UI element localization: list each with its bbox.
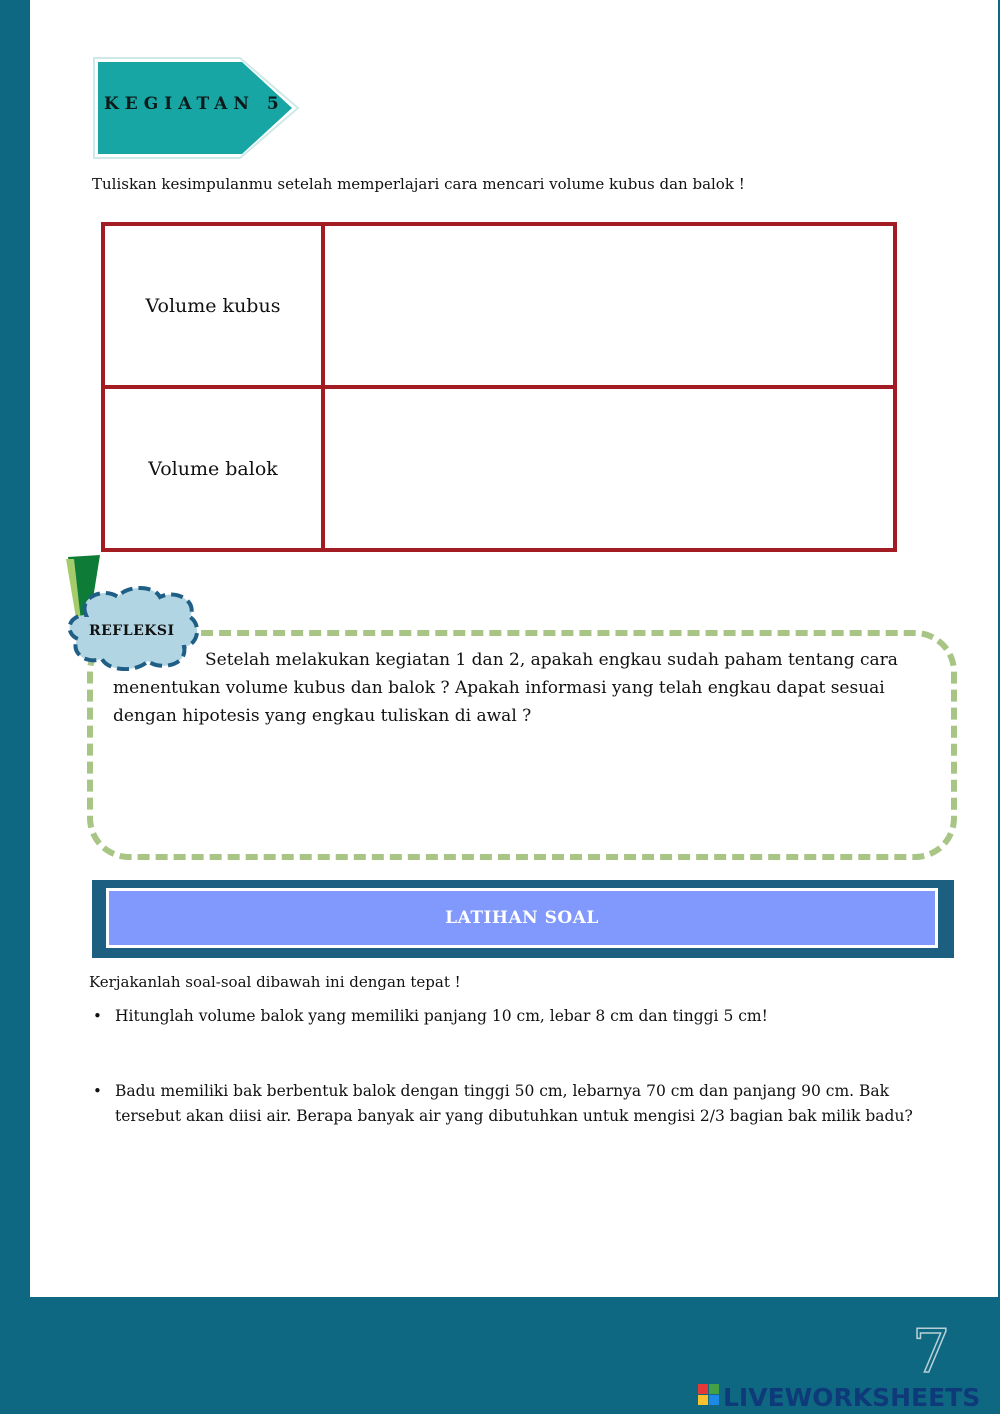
volume-balok-label: Volume balok xyxy=(105,389,325,548)
volume-kubus-answer-cell[interactable] xyxy=(325,226,893,385)
latihan-title: LATIHAN SOAL xyxy=(445,908,599,928)
refleksi-label: REFLEKSI xyxy=(89,623,175,639)
refleksi-answer-area[interactable] xyxy=(113,740,923,840)
question-text: Hitunglah volume balok yang memiliki panjang 10 cm, lebar 8 cm dan tinggi 5 cm! xyxy=(115,1007,768,1025)
bullet-icon: • xyxy=(93,1082,102,1100)
page-number: 7 xyxy=(912,1317,951,1387)
bullet-icon: • xyxy=(93,1007,102,1025)
refleksi-question: Setelah melakukan kegiatan 1 dan 2, apakah engkau sudah paham tentang cara menentukan volume kubus dan balok ? Apakah informasi yang telah engkau dapat sesuai dengan hipotesis yang engkau tuliskan di awal ? xyxy=(113,650,898,726)
question-2-answer-area[interactable] xyxy=(115,1135,945,1275)
list-item xyxy=(93,1004,945,1029)
table-row xyxy=(105,226,893,387)
latihan-instruction: Kerjakanlah soal-soal dibawah ini dengan tepat ! xyxy=(89,973,461,991)
latihan-banner xyxy=(92,880,954,958)
latihan-banner-inner xyxy=(106,888,938,948)
activity-title: KEGIATAN 5 xyxy=(104,94,285,114)
svg-text:LIVEWORKSHEETS: LIVEWORKSHEETS xyxy=(723,1383,981,1411)
liveworksheets-logo xyxy=(698,1381,998,1411)
volume-balok-answer-cell[interactable] xyxy=(325,389,893,548)
left-frame-band xyxy=(0,0,30,1414)
table-row xyxy=(105,387,893,548)
volume-table xyxy=(101,222,897,552)
list-item xyxy=(93,1079,945,1129)
question-1-answer-area[interactable] xyxy=(115,1032,945,1072)
question-text: Badu memiliki bak berbentuk balok dengan tinggi 50 cm, lebarnya 70 cm dan panjang 90 cm. Bak tersebut akan diisi air. Berapa banyak air yang dibutuhkan untuk mengisi 2/3 bagian bak milik badu? xyxy=(115,1082,913,1125)
table-instruction: Tuliskan kesimpulanmu setelah memperlajari cara mencari volume kubus dan balok ! xyxy=(92,175,745,193)
volume-kubus-label: Volume kubus xyxy=(105,226,325,385)
